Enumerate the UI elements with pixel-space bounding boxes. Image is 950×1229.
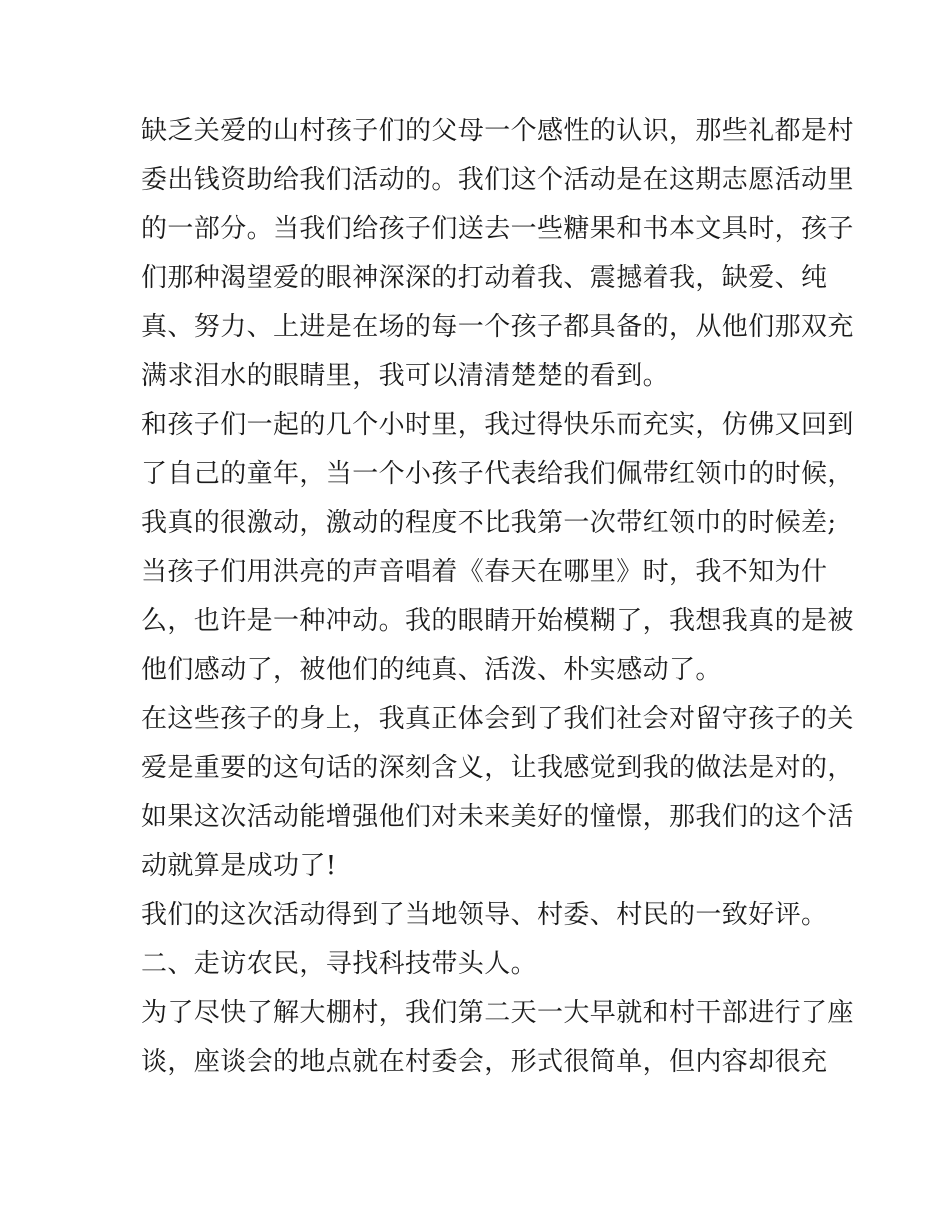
document-body xyxy=(141,107,854,1087)
text-line: 爱是重要的这句话的深刻含义，让我感觉到我的做法是对的， xyxy=(141,753,854,783)
text-line: 缺乏关爱的山村孩子们的父母一个感性的认识，那些礼都是村 xyxy=(141,116,854,146)
text-line: 为了尽快了解大棚村，我们第二天一大早就和村干部进行了座 xyxy=(141,998,854,1028)
text-line: 的一部分。当我们给孩子们送去一些糖果和书本文具时，孩子 xyxy=(141,214,854,244)
text-line: 我真的很激动，激动的程度不比我第一次带红领巾的时候差; xyxy=(141,508,837,538)
section-heading: 二、走访农民，寻找科技带头人。 xyxy=(141,949,538,979)
text-line: 动就算是成功了! xyxy=(141,851,337,881)
text-line: 了自己的童年，当一个小孩子代表给我们佩带红领巾的时候， xyxy=(141,459,854,489)
text-line: 我们的这次活动得到了当地领导、村委、村民的一致好评。 xyxy=(141,900,828,930)
text-line: 满求泪水的眼睛里，我可以清清楚楚的看到。 xyxy=(141,361,670,391)
text-line: 委出钱资助给我们活动的。我们这个活动是在这期志愿活动里 xyxy=(141,165,854,195)
text-line: 在这些孩子的身上，我真正体会到了我们社会对留守孩子的关 xyxy=(141,704,854,734)
text-line: 如果这次活动能增强他们对未来美好的憧憬，那我们的这个活 xyxy=(141,802,854,832)
text-line: 谈，座谈会的地点就在村委会，形式很简单，但内容却很充 xyxy=(141,1047,828,1077)
text-line: 们那种渴望爱的眼神深深的打动着我、震撼着我，缺爱、纯 xyxy=(141,263,828,293)
text-line: 当孩子们用洪亮的声音唱着《春天在哪里》时，我不知为什 xyxy=(141,557,828,587)
text-line: 他们感动了，被他们的纯真、活泼、朴实感动了。 xyxy=(141,655,722,685)
text-line: 么，也许是一种冲动。我的眼睛开始模糊了，我想我真的是被 xyxy=(141,606,854,636)
text-line: 真、努力、上进是在场的每一个孩子都具备的，从他们那双充 xyxy=(141,312,854,342)
text-line: 和孩子们一起的几个小时里，我过得快乐而充实，仿佛又回到 xyxy=(141,410,854,440)
